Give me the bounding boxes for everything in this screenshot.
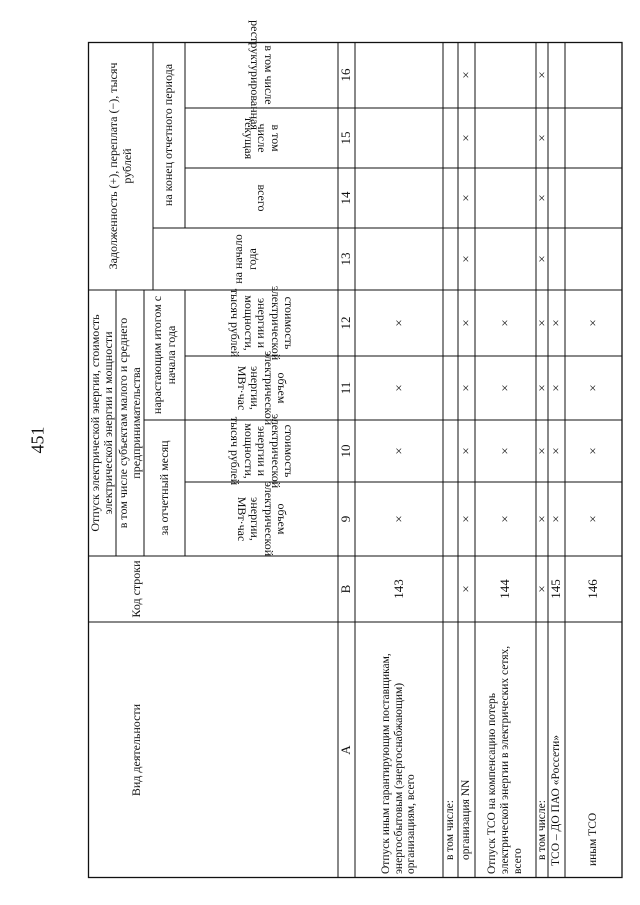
header-sme-subgroup: в том числе субъектам малого и среднего предпринимательства xyxy=(115,317,143,529)
table-cell xyxy=(565,228,622,290)
header-debt-group: Задолженность (+), переплата (−), тысяч рублей xyxy=(106,62,134,270)
column-number: 9 xyxy=(338,515,354,523)
table-cell: × xyxy=(585,515,601,523)
table-cell xyxy=(443,108,458,168)
header-row-code: Код строки xyxy=(128,560,143,618)
table-cell: × xyxy=(533,447,549,455)
row-code: 145 xyxy=(548,579,564,599)
table-cell xyxy=(475,42,536,108)
activity-label: Отпуск ТСО на компенсацию потерь электрической энергии в электрических сетях, всего xyxy=(486,645,524,874)
column-number: 15 xyxy=(338,131,354,145)
header-volume-month: объем электрической энергии, МВт·час xyxy=(235,481,290,557)
row-code: 143 xyxy=(390,579,406,599)
table-cell: × xyxy=(548,515,564,523)
table-cell xyxy=(565,42,622,108)
table-cell: × xyxy=(497,515,513,523)
table-cell: × xyxy=(533,194,549,202)
table-cell xyxy=(565,168,622,228)
header-incl-restructured: в том числе реструктурированная xyxy=(248,20,276,130)
page-number: 451 xyxy=(27,426,48,454)
table-cell: × xyxy=(548,384,564,392)
statistics-table xyxy=(87,20,628,878)
table-cell xyxy=(355,42,443,108)
table-cell xyxy=(548,42,565,108)
table-cell: × xyxy=(585,447,601,455)
table-cell: × xyxy=(533,134,549,142)
table-cell xyxy=(443,482,458,556)
table-cell xyxy=(443,356,458,420)
table-cell xyxy=(443,420,458,482)
column-number: А xyxy=(338,745,354,755)
header-end-of-period: на конец отчетного периода xyxy=(161,63,176,207)
table-cell: × xyxy=(390,515,406,523)
table-cell xyxy=(548,168,565,228)
table-cell xyxy=(443,168,458,228)
activity-label: Отпуск иным гарантирующим поставщикам, энергосбытовым (энергоснабжающим) организациям, всего xyxy=(379,653,418,874)
header-cumulative: нарастающим итогом с начала года xyxy=(150,295,178,415)
table-cell xyxy=(475,108,536,168)
table-cell xyxy=(443,42,458,108)
table-cell: × xyxy=(533,515,549,523)
table-cell: × xyxy=(390,319,406,327)
table-cell xyxy=(355,168,443,228)
header-total: всего xyxy=(255,184,270,212)
table-cell xyxy=(475,228,536,290)
column-number: В xyxy=(338,584,354,594)
table-cell: × xyxy=(458,384,474,392)
activity-label: ТСО – ДО ПАО «Россети» xyxy=(550,734,563,866)
table-cell: × xyxy=(533,319,549,327)
row-code: × xyxy=(533,585,549,593)
table-cell: × xyxy=(458,447,474,455)
table-cell: × xyxy=(533,384,549,392)
table-cell xyxy=(355,108,443,168)
activity-label: в том числе: xyxy=(444,800,457,860)
table-cell: × xyxy=(585,384,601,392)
table-cell xyxy=(355,228,443,290)
row-code xyxy=(443,556,458,622)
table-cell xyxy=(548,228,565,290)
header-cost-cumulative: стоимость электрической энергии и мощности, тысяч рублей xyxy=(228,285,297,361)
activity-label: в том числе: xyxy=(535,800,548,860)
header-activity: Вид деятельности xyxy=(128,703,143,797)
row-code: 146 xyxy=(585,579,601,599)
table-cell: × xyxy=(458,71,474,79)
column-number: 13 xyxy=(338,252,354,266)
table-cell: × xyxy=(497,319,513,327)
table-cell: × xyxy=(390,447,406,455)
activity-label: иным ТСО xyxy=(587,812,600,866)
table-cell xyxy=(475,168,536,228)
table-cell: × xyxy=(390,384,406,392)
header-reporting-month: за отчетный месяц xyxy=(156,440,171,536)
table-cell: × xyxy=(548,319,564,327)
table-cell: × xyxy=(548,447,564,455)
table-cell: × xyxy=(497,447,513,455)
table-cell xyxy=(565,108,622,168)
activity-label: организация NN xyxy=(460,779,473,860)
header-start-of-year: на начало года xyxy=(231,234,259,284)
row-code: × xyxy=(458,585,474,593)
header-supply-group: Отпуск электрической энергии, стоимость электрической энергии и мощности xyxy=(87,314,115,532)
table-cell xyxy=(443,290,458,356)
table-cell: × xyxy=(497,384,513,392)
table-cell: × xyxy=(458,194,474,202)
table-cell: × xyxy=(533,255,549,263)
table-cell: × xyxy=(585,319,601,327)
table-cell: × xyxy=(458,134,474,142)
column-number: 12 xyxy=(338,316,354,330)
column-number: 16 xyxy=(338,68,354,82)
row-code: 144 xyxy=(497,579,513,599)
table-cell: × xyxy=(458,515,474,523)
header-volume-cumulative: объем электрической энергии, МВт·час xyxy=(235,350,290,426)
table-cell xyxy=(548,108,565,168)
table-cell xyxy=(443,228,458,290)
header-incl-current: в том числе текущая xyxy=(241,116,283,160)
column-number: 14 xyxy=(338,191,354,205)
header-cost-month: стоимость электрической энергии и мощности, тысяч рублей xyxy=(228,413,297,489)
table-cell: × xyxy=(533,71,549,79)
column-number: 11 xyxy=(338,381,354,395)
column-number: 10 xyxy=(338,444,354,458)
table-cell: × xyxy=(458,255,474,263)
table-cell: × xyxy=(458,319,474,327)
